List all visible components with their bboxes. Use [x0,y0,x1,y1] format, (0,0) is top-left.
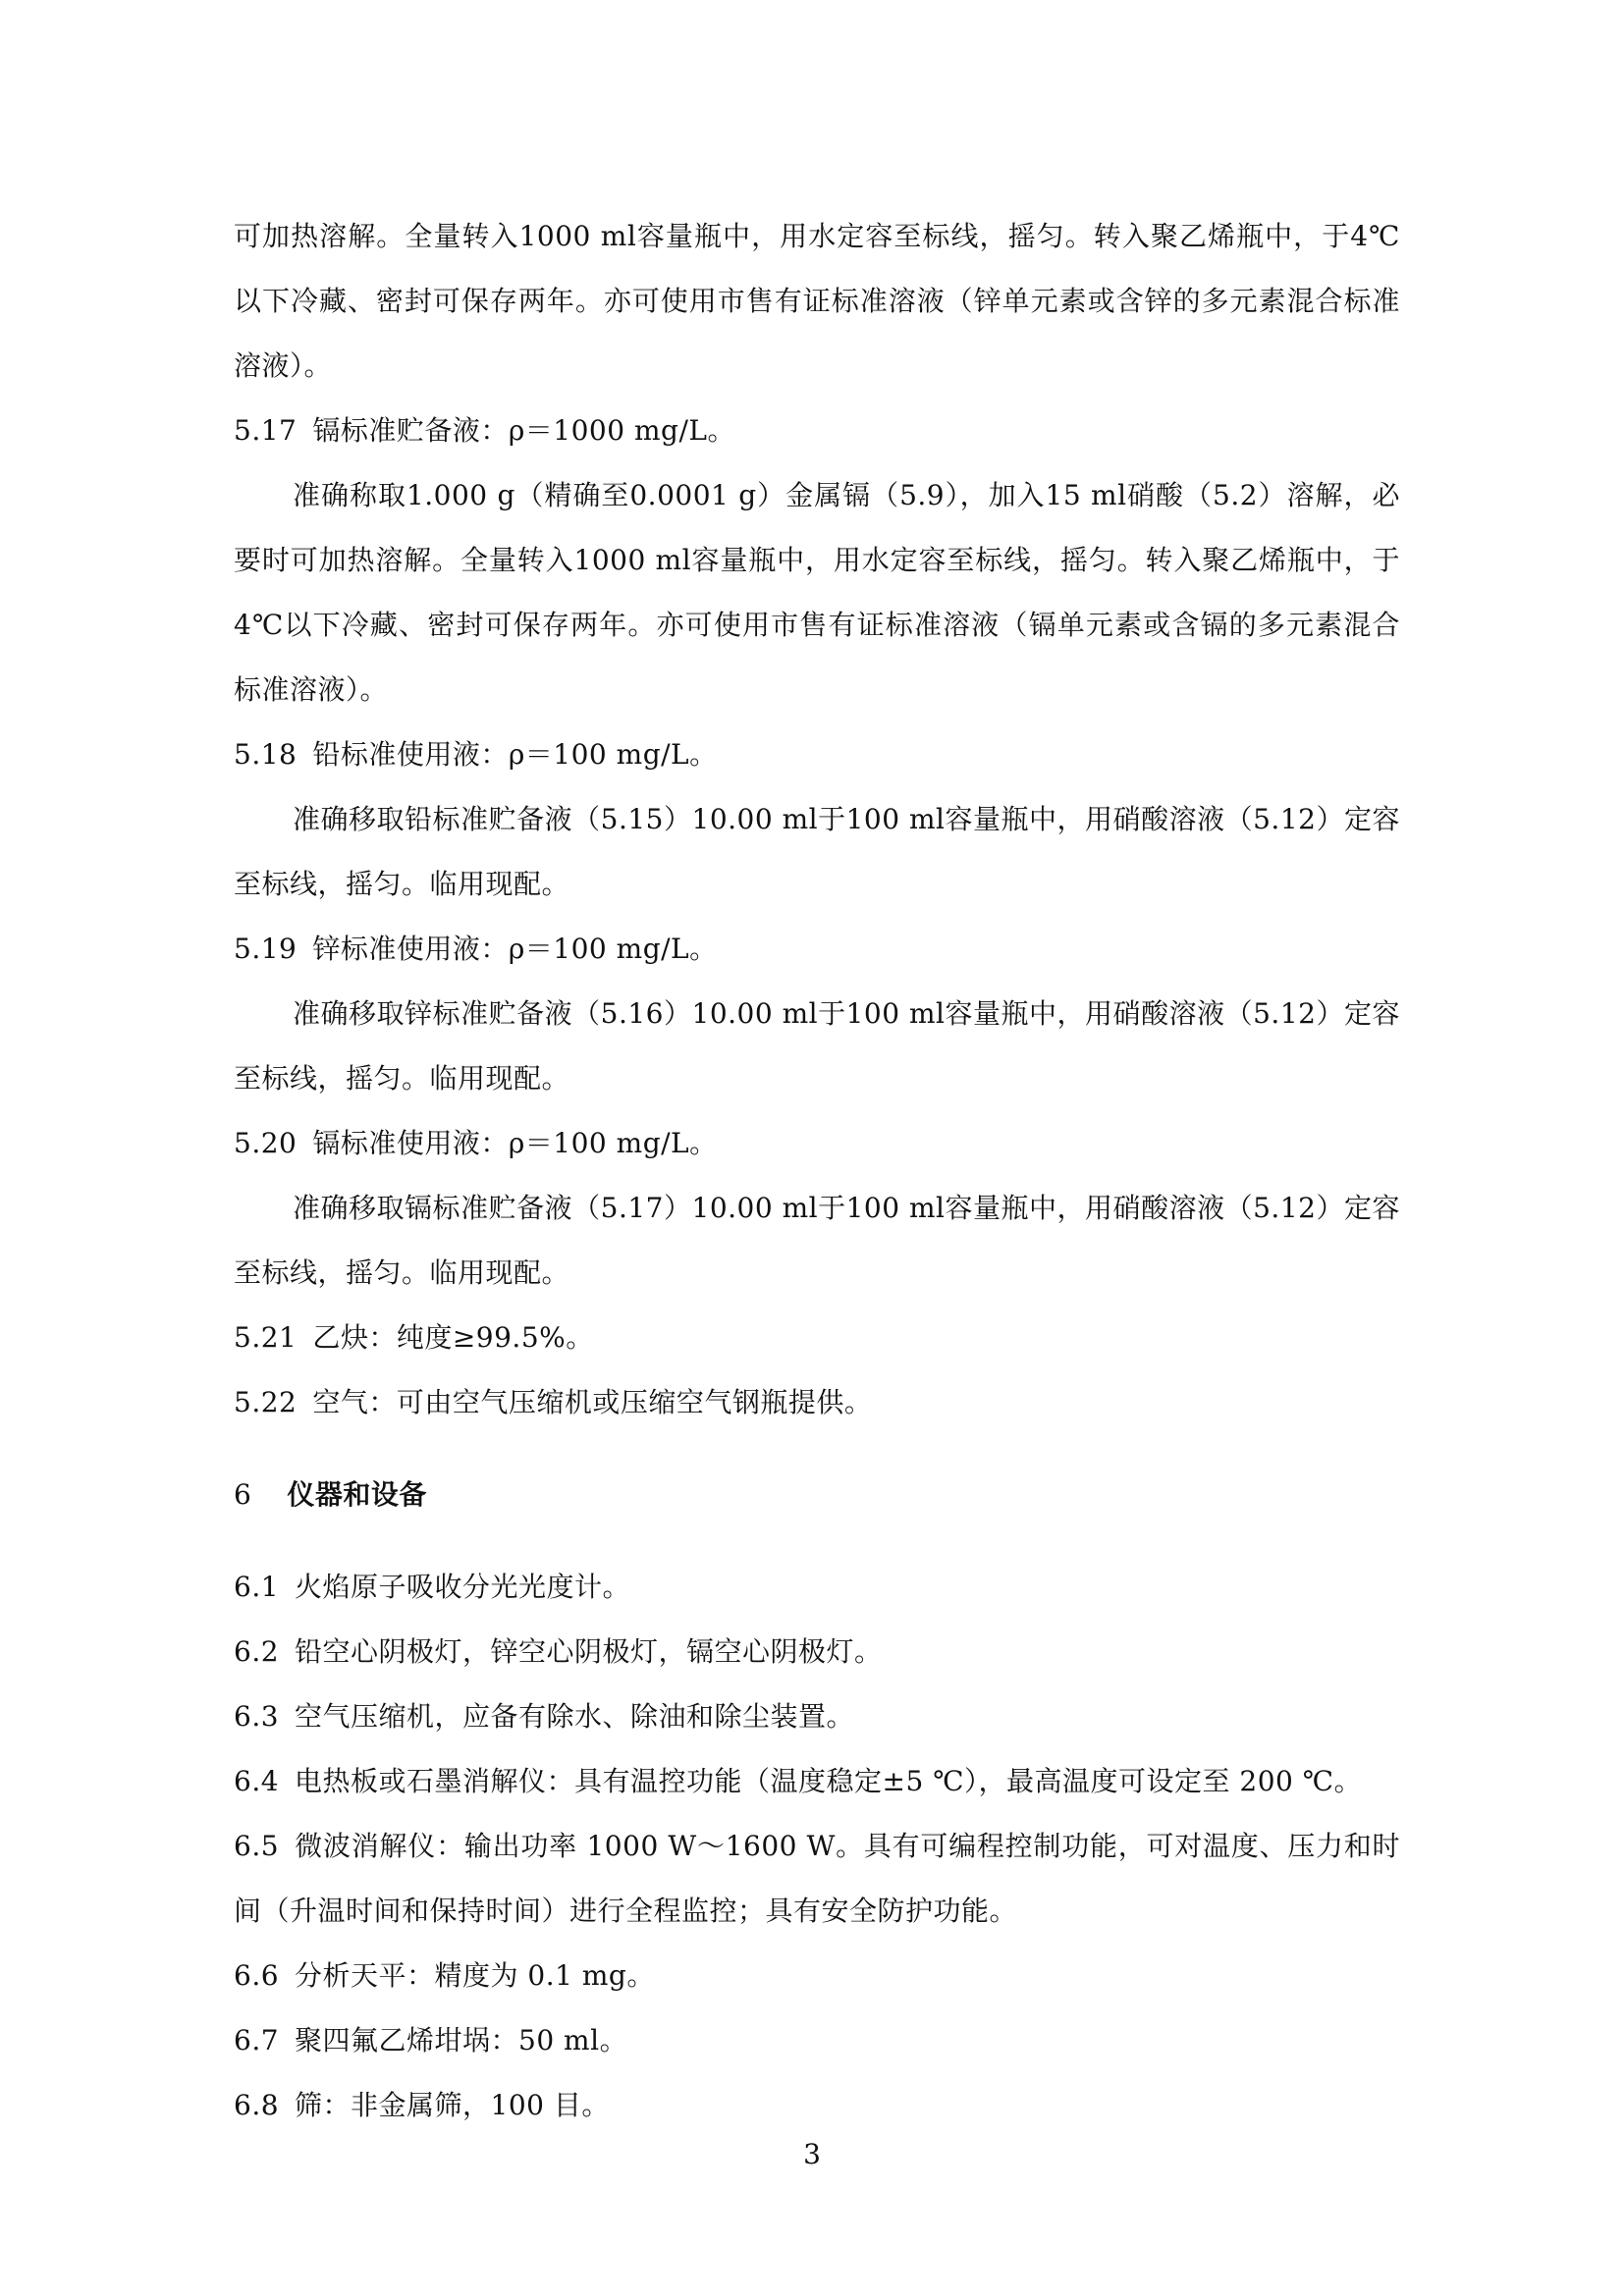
page-number: 3 [803,2138,821,2170]
item-text: 空气压缩机，应备有除水、除油和除尘装置。 [295,1700,855,1733]
item-6-5 [234,1814,1400,1944]
item-5-20-body: 准确移取镉标准贮备液（5.17）10.00 ml于100 ml容量瓶中，用硝酸溶液（5.12）定容至标线，摇匀。临用现配。 [234,1192,1400,1289]
item-text: 分析天平：精度为 0.1 mg。 [295,1959,655,1992]
item-title: 锌标准使用液：ρ＝100 mg/L。 [312,933,718,965]
item-text: 筛：非金属筛，100 目。 [295,2089,610,2121]
item-6-6 [234,1944,1400,2008]
item-number: 6.4 [234,1765,280,1797]
item-text: 火焰原子吸收分光光度计。 [295,1571,631,1603]
item-5-18-body: 准确移取铅标准贮备液（5.15）10.00 ml于100 ml容量瓶中，用硝酸溶液（5.12）定容至标线，摇匀。临用现配。 [234,803,1400,900]
item-title: 乙炔：纯度≥99.5%。 [312,1321,594,1354]
item-text: 微波消解仪：输出功率 1000 W～1600 W。具有可编程控制功能，可对温度、压力和时间（升温时间和保持时间）进行全程监控；具有安全防护功能。 [234,1830,1400,1927]
item-number: 5.17 [234,414,298,447]
item-text: 铅空心阴极灯，锌空心阴极灯，镉空心阴极灯。 [295,1635,883,1668]
item-6-8 [234,2073,1400,2138]
item-5-17-body: 准确称取1.000 g（精确至0.0001 g）金属镉（5.9），加入15 ml硝酸（5.2）溶解，必要时可加热溶解。全量转入1000 ml容量瓶中，用水定容至标线，摇匀。转入聚乙烯瓶中，于4℃以下冷藏、密封可保存两年。亦可使用市售有证标准溶液（镉单元素或含镉的多元素混合标准溶液）。 [234,479,1400,706]
item-number: 6.3 [234,1700,280,1733]
item-5-21 [234,1306,1400,1370]
item-5-18-heading [234,722,1400,787]
item-text: 聚四氟乙烯坩埚：50 ml。 [295,2024,628,2056]
item-6-3 [234,1684,1400,1749]
item-number: 5.19 [234,933,298,965]
item-number: 5.21 [234,1321,298,1354]
item-5-17-heading [234,399,1400,463]
item-number: 6.1 [234,1571,280,1603]
item-text: 电热板或石墨消解仪：具有温控功能（温度稳定±5 ℃），最高温度可设定至 200 ℃。 [295,1765,1363,1797]
item-title: 空气：可由空气压缩机或压缩空气钢瓶提供。 [312,1386,873,1418]
section-number: 6 [234,1478,252,1511]
section-heading [234,1463,1400,1527]
item-number: 6.2 [234,1635,280,1668]
section-title: 仪器和设备 [287,1478,427,1511]
item-6-1 [234,1555,1400,1620]
item-5-19-body: 准确移取锌标准贮备液（5.16）10.00 ml于100 ml容量瓶中，用硝酸溶液（5.12）定容至标线，摇匀。临用现配。 [234,997,1400,1095]
item-5-22 [234,1370,1400,1435]
item-number: 6.8 [234,2089,280,2121]
page-content [234,204,1400,2138]
item-5-19-heading [234,917,1400,982]
item-number: 6.5 [234,1830,280,1862]
item-number: 6.7 [234,2024,280,2056]
item-5-20-heading [234,1111,1400,1176]
item-title: 镉标准使用液：ρ＝100 mg/L。 [312,1127,718,1159]
item-number: 5.22 [234,1386,298,1418]
item-number: 5.18 [234,738,298,771]
item-number: 5.20 [234,1127,298,1159]
item-6-2 [234,1620,1400,1684]
item-6-7 [234,2008,1400,2073]
continuation-paragraph: 可加热溶解。全量转入1000 ml容量瓶中，用水定容至标线，摇匀。转入聚乙烯瓶中，于4℃以下冷藏、密封可保存两年。亦可使用市售有证标准溶液（锌单元素或含锌的多元素混合标准溶液）。 [234,220,1400,382]
item-number: 6.6 [234,1959,280,1992]
item-title: 镉标准贮备液：ρ＝1000 mg/L。 [312,414,735,447]
item-6-4 [234,1749,1400,1814]
item-title: 铅标准使用液：ρ＝100 mg/L。 [312,738,718,771]
